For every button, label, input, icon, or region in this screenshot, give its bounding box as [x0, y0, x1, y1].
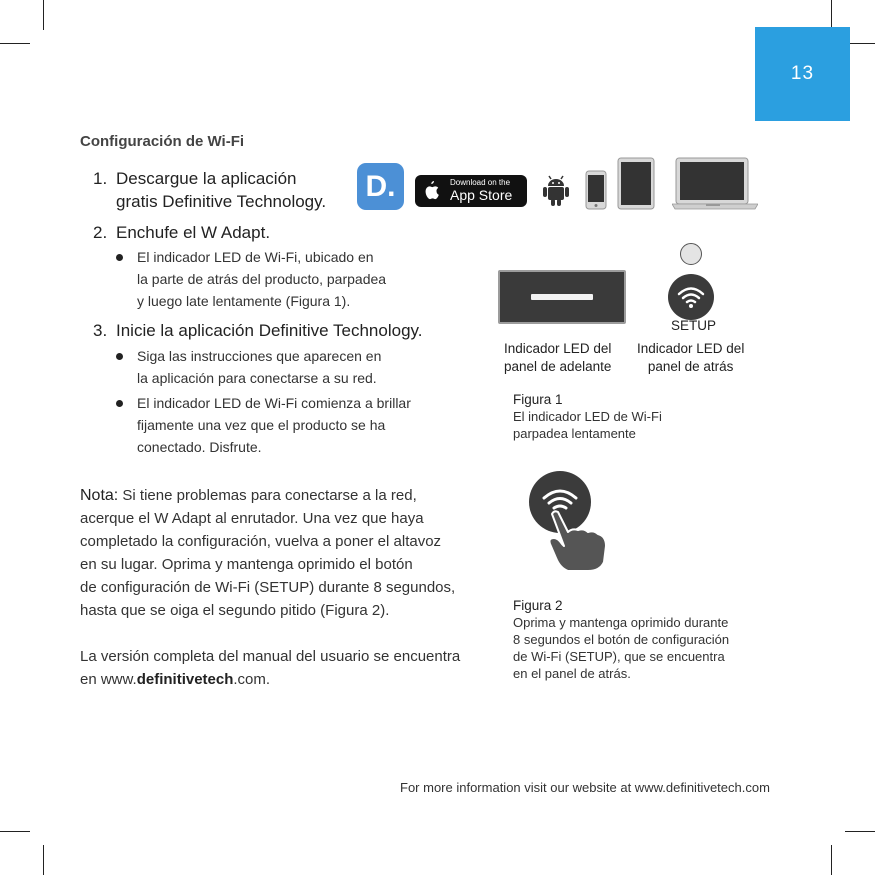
front-led-caption — [504, 340, 611, 376]
step-text: Enchufe el W Adapt. — [116, 223, 271, 242]
tablet-icon — [617, 157, 655, 210]
crop-mark — [0, 43, 30, 44]
manual-brand: definitivetech — [136, 671, 234, 688]
page-number-tab — [755, 27, 850, 121]
android-icon — [542, 175, 570, 207]
crop-mark — [845, 831, 875, 832]
note-line: Si tiene problemas para conectarse a la red, — [118, 487, 417, 504]
bullet-dot — [116, 353, 123, 360]
note-line: en su lugar. Oprima y mantenga oprimido el botón — [80, 556, 413, 573]
bullet-line: la aplicación para conectarse a su red. — [137, 370, 377, 386]
figure-line: Oprima y mantenga oprimido durante — [513, 615, 729, 630]
figure-title: Figura 2 — [513, 598, 563, 613]
note-label: Nota: — [80, 487, 119, 504]
note-line: hasta que se oiga el segundo pitido (Figura 2). — [80, 602, 390, 619]
step-text: Descargue la aplicación — [116, 169, 297, 188]
step-number: 3. — [93, 321, 108, 340]
figure-line: en el panel de atrás. — [513, 666, 631, 681]
crop-mark — [43, 0, 44, 30]
bullet-line: conectado. Disfrute. — [137, 439, 262, 455]
setup-label: SETUP — [671, 318, 717, 333]
appstore-big-text: App Store — [450, 187, 513, 203]
phone-icon — [585, 170, 607, 210]
caption-line: Indicador LED del — [504, 341, 612, 356]
manual-prefix: en www. — [80, 671, 137, 688]
apple-icon — [423, 181, 439, 205]
note-line: completado la configuración, vuelva a poner el altavoz — [80, 533, 442, 550]
caption-line: Indicador LED del — [637, 341, 745, 356]
note-line: acerque el W Adapt al enrutador. Una vez que haya — [80, 510, 424, 527]
manual-suffix: .com. — [233, 671, 271, 688]
crop-mark — [43, 845, 44, 875]
figure-line: 8 segundos el botón de configuración — [513, 632, 730, 647]
figure-1-caption — [513, 391, 662, 442]
crop-mark — [0, 831, 30, 832]
step-number: 2. — [93, 223, 108, 242]
caption-line: panel de atrás — [647, 359, 734, 374]
app-icon-letter: D. — [365, 169, 396, 203]
step-number: 1. — [93, 169, 108, 188]
bullet-line: El indicador LED de Wi-Fi comienza a brillar — [137, 395, 411, 411]
page-number: 13 — [790, 63, 815, 84]
figure-title: Figura 1 — [513, 392, 563, 407]
footer-text: For more information visit our website at www.definitivetech.com — [400, 780, 770, 795]
figure-line: de Wi-Fi (SETUP), que se encuentra — [513, 649, 725, 664]
crop-mark — [831, 845, 832, 875]
step-text: gratis Definitive Technology. — [116, 192, 327, 211]
caption-line: panel de adelante — [504, 359, 612, 374]
figure-line: El indicador LED de Wi-Fi — [513, 409, 662, 424]
bullet-dot — [116, 254, 123, 261]
back-panel-setup-button — [668, 274, 714, 320]
bullet-dot — [116, 400, 123, 407]
crop-mark — [831, 0, 832, 30]
wifi-icon — [668, 274, 714, 320]
bullet-line: El indicador LED de Wi-Fi, ubicado en — [137, 249, 374, 265]
figure-line: parpadea lentamente — [513, 426, 636, 441]
definitive-app-icon — [357, 163, 404, 210]
note-paragraph — [80, 484, 455, 622]
bullet-line: la parte de atrás del producto, parpadea — [137, 271, 387, 287]
front-led-bar — [531, 294, 593, 300]
appstore-small-text: Download on the — [450, 178, 511, 187]
laptop-icon — [672, 157, 758, 211]
front-panel-led-graphic — [498, 270, 626, 324]
step-text: Inicie la aplicación Definitive Technology. — [116, 321, 423, 340]
figure-2-caption — [513, 597, 729, 682]
bullet-line: y luego late lentamente (Figura 1). — [137, 293, 351, 309]
note-line: de configuración de Wi-Fi (SETUP) durante 8 segundos, — [80, 579, 456, 596]
manual-paragraph — [80, 645, 460, 691]
app-store-badge[interactable] — [415, 175, 527, 207]
section-title: Configuración de Wi-Fi — [80, 133, 245, 150]
manual-line: La versión completa del manual del usuario se encuentra — [80, 648, 461, 665]
hand-pressing-button-illustration — [528, 470, 610, 572]
bullet-line: Siga las instrucciones que aparecen en — [137, 348, 382, 364]
back-panel-small-button — [680, 243, 702, 265]
back-led-caption — [637, 340, 744, 376]
bullet-line: fijamente una vez que el producto se ha — [137, 417, 386, 433]
